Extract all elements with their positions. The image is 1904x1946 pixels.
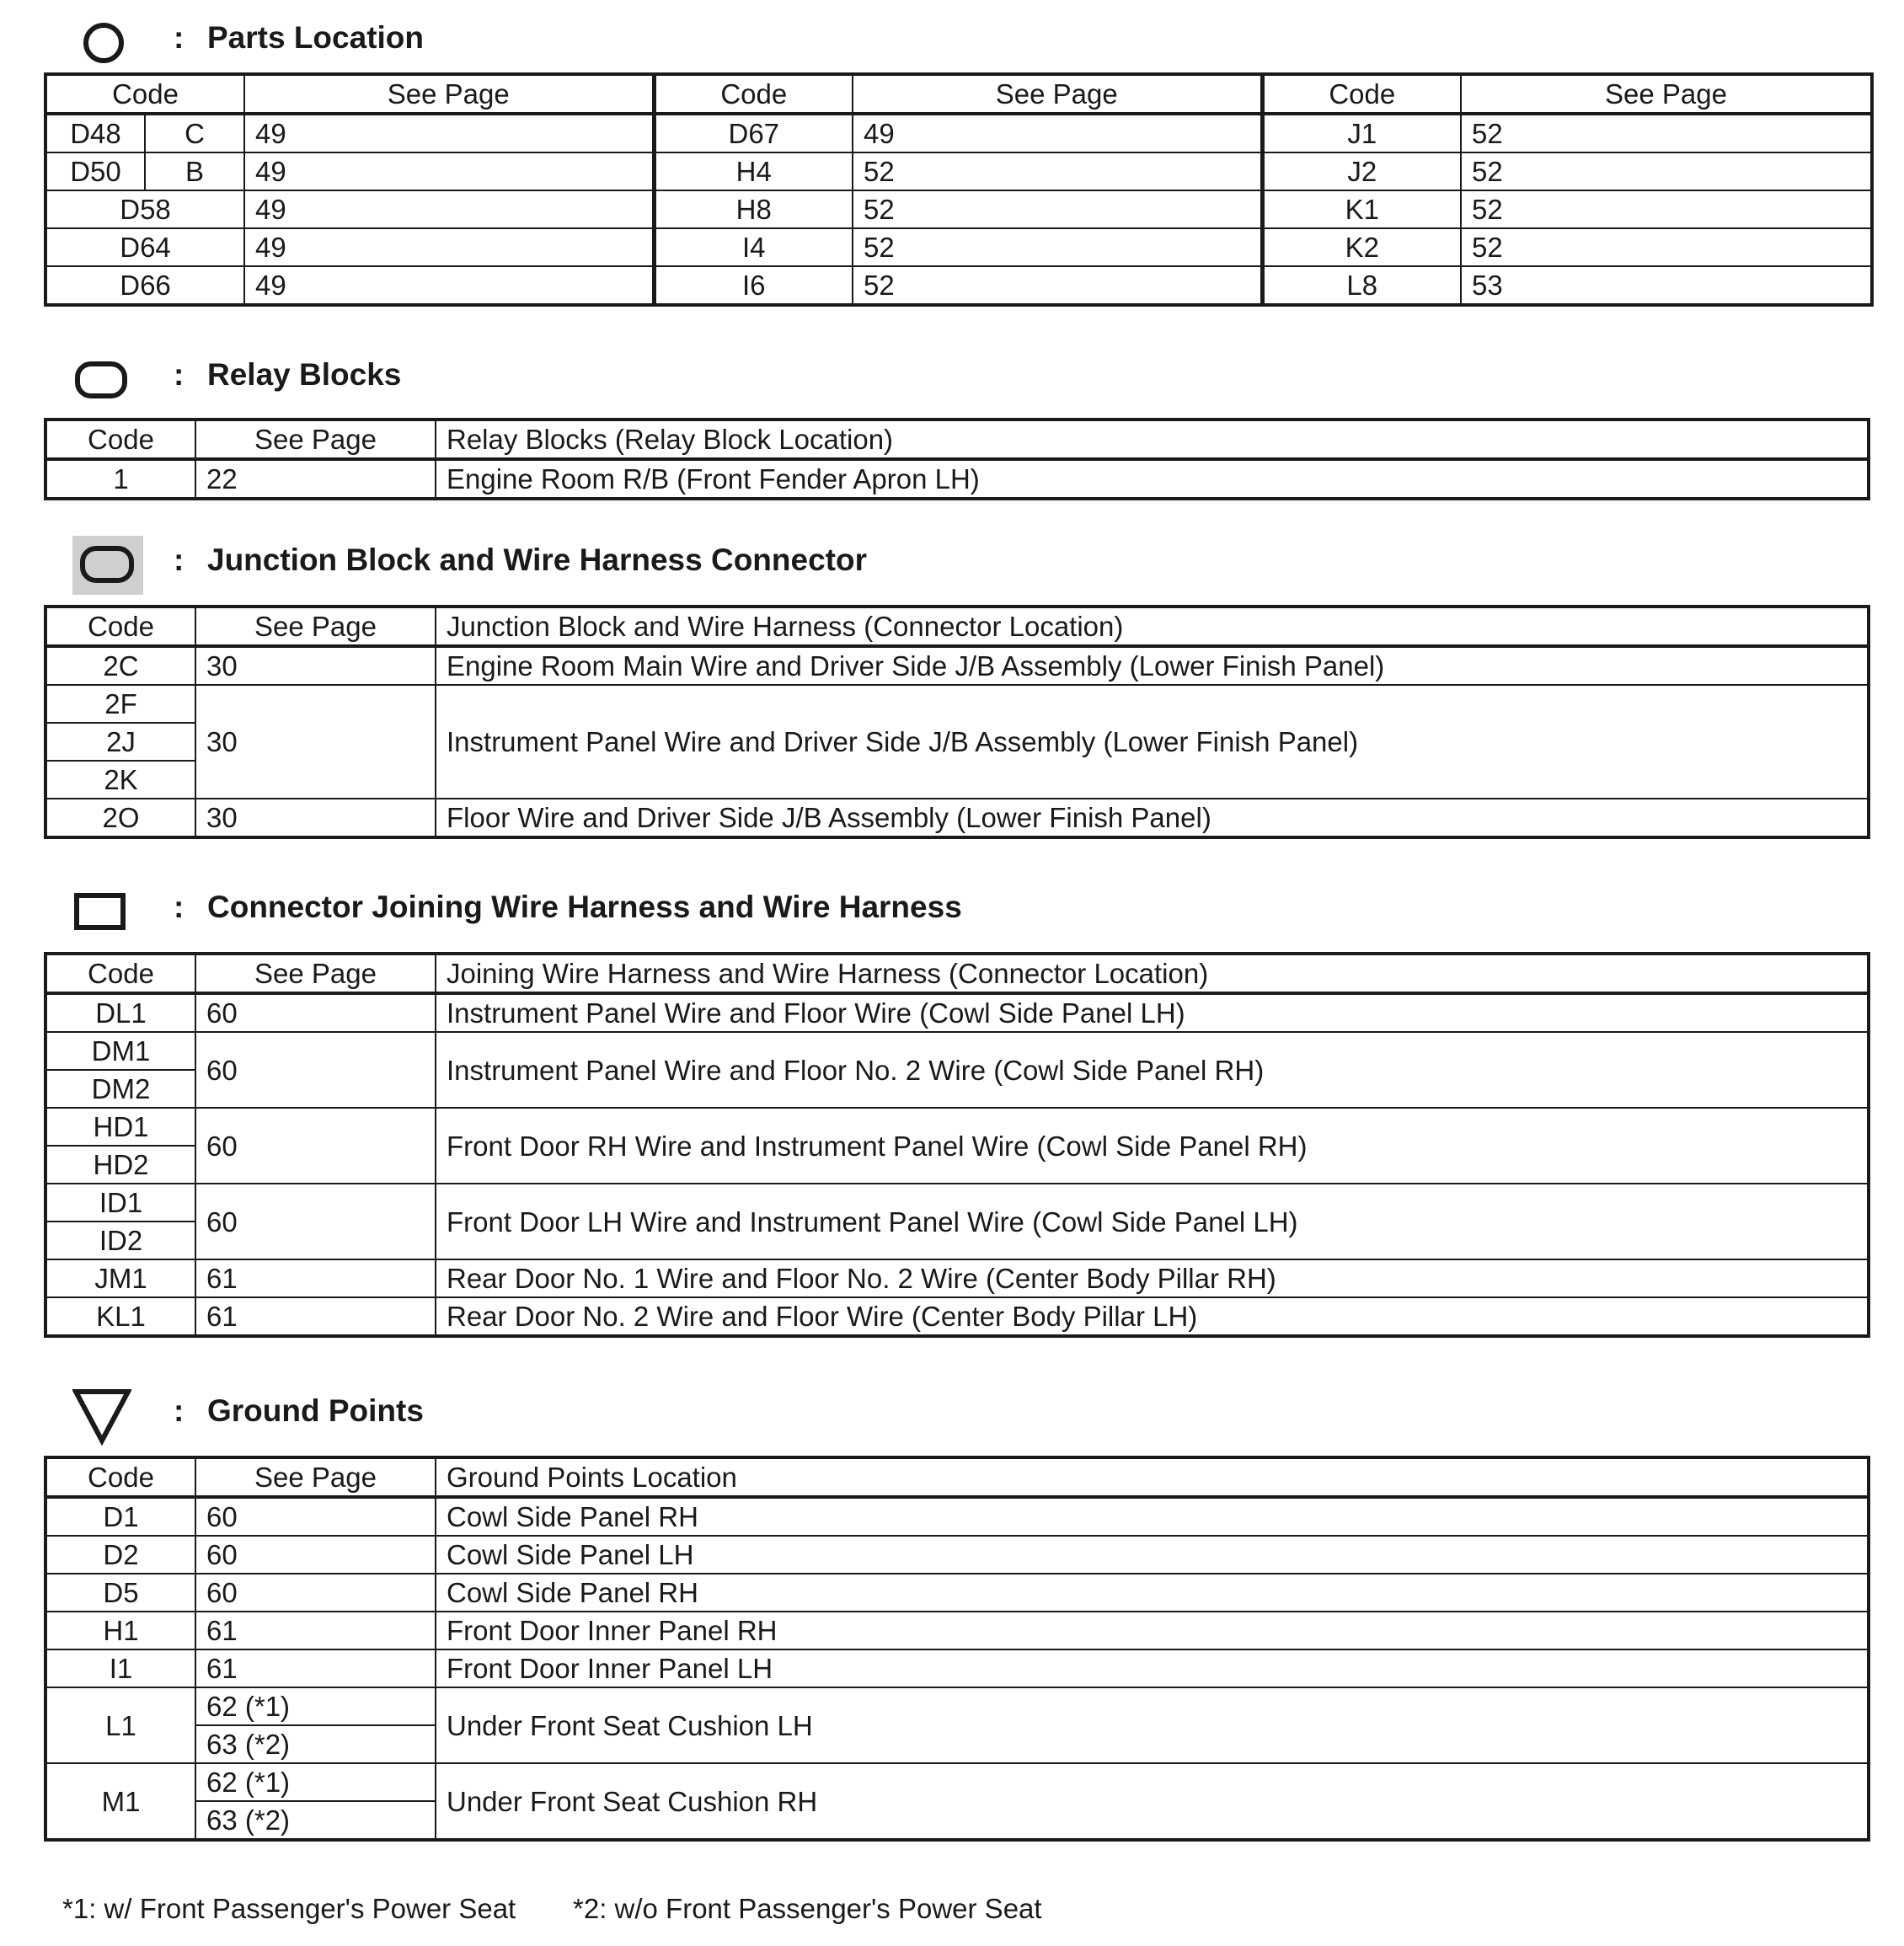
- column-header: See Page: [195, 420, 436, 459]
- footnote-2: *2: w/o Front Passenger's Power Seat: [573, 1893, 1042, 1924]
- ground-location: Front Door Inner Panel RH: [436, 1612, 1869, 1649]
- table-header-row: [45, 954, 1869, 993]
- junction-description: Engine Room Main Wire and Driver Side J/B Assembly (Lower Finish Panel): [436, 646, 1869, 685]
- ground-location: Under Front Seat Cushion RH: [436, 1763, 1869, 1840]
- part-page: 52: [1461, 152, 1872, 190]
- ground-code: D2: [45, 1536, 195, 1574]
- rounded-rect-icon: [72, 350, 148, 409]
- joining-page: 60: [195, 1184, 436, 1259]
- square-icon: [72, 883, 148, 942]
- table-row: [45, 993, 1869, 1032]
- part-page: 49: [244, 190, 654, 228]
- part-page: 52: [1461, 228, 1872, 266]
- ground-page: 62 (*1): [195, 1763, 436, 1801]
- part-code: K1: [1262, 190, 1461, 228]
- circle-icon: [72, 13, 148, 72]
- junction-code: 2K: [45, 761, 195, 799]
- ground-code: M1: [45, 1763, 195, 1840]
- ground-location: Cowl Side Panel LH: [436, 1536, 1869, 1574]
- part-code: J1: [1262, 114, 1461, 152]
- section-title: Connector Joining Wire Harness and Wire Harness: [207, 890, 962, 924]
- junction-description: Instrument Panel Wire and Driver Side J/B Assembly (Lower Finish Panel): [436, 685, 1869, 799]
- heading-colon: :: [174, 357, 185, 392]
- joining-code: ID2: [45, 1222, 195, 1259]
- part-page: 53: [1461, 266, 1872, 305]
- heading-colon: :: [174, 20, 185, 55]
- joining-description: Instrument Panel Wire and Floor No. 2 Wire (Cowl Side Panel RH): [436, 1032, 1869, 1108]
- table-row: [45, 1497, 1869, 1536]
- joining-connector-heading: [72, 883, 1867, 942]
- table-row: [45, 1297, 1869, 1336]
- column-header: See Page: [853, 74, 1262, 114]
- table-row: [45, 1574, 1869, 1612]
- relay-blocks-table: [44, 418, 1870, 500]
- junction-code: 2C: [45, 646, 195, 685]
- joining-connector-table: [44, 952, 1870, 1338]
- ground-code: I1: [45, 1649, 195, 1687]
- table-row: [45, 114, 1872, 152]
- ground-page: 60: [195, 1536, 436, 1574]
- ground-code: D5: [45, 1574, 195, 1612]
- section-title: Parts Location: [207, 20, 424, 55]
- junction-code: 2F: [45, 685, 195, 723]
- ground-code: D1: [45, 1497, 195, 1536]
- table-row: [45, 152, 1872, 190]
- joining-page: 60: [195, 1108, 436, 1184]
- column-header: Code: [654, 74, 853, 114]
- part-subcode: B: [145, 152, 244, 190]
- part-page: 52: [853, 266, 1262, 305]
- joining-code: ID1: [45, 1184, 195, 1222]
- section-title: Junction Block and Wire Harness Connector: [207, 543, 867, 577]
- column-header: See Page: [195, 1457, 436, 1497]
- table-row: [45, 1184, 1869, 1222]
- part-code: J2: [1262, 152, 1461, 190]
- table-row: [45, 1259, 1869, 1297]
- junction-block-table: [44, 605, 1870, 839]
- part-code: K2: [1262, 228, 1461, 266]
- part-code: D66: [45, 266, 244, 305]
- joining-page: 61: [195, 1297, 436, 1336]
- junction-page: 30: [195, 799, 436, 837]
- joining-code: HD1: [45, 1108, 195, 1146]
- ground-code: L1: [45, 1687, 195, 1763]
- relay-blocks-heading: [72, 350, 1867, 409]
- part-page: 49: [244, 266, 654, 305]
- ground-page: 60: [195, 1574, 436, 1612]
- table-row: [45, 1612, 1869, 1649]
- table-row: [45, 266, 1872, 305]
- part-code: D50: [45, 152, 145, 190]
- ground-points-table: [44, 1456, 1870, 1842]
- table-header-row: [45, 607, 1869, 646]
- part-code: D64: [45, 228, 244, 266]
- column-header: Code: [45, 607, 195, 646]
- ground-code: H1: [45, 1612, 195, 1649]
- heading-colon: :: [174, 543, 185, 577]
- table-header-row: [45, 420, 1869, 459]
- joining-page: 60: [195, 1032, 436, 1108]
- part-code: D48: [45, 114, 145, 152]
- junction-description: Floor Wire and Driver Side J/B Assembly (Lower Finish Panel): [436, 799, 1869, 837]
- junction-page: 30: [195, 646, 436, 685]
- junction-code: 2O: [45, 799, 195, 837]
- ground-page: 62 (*1): [195, 1687, 436, 1725]
- joining-description: Rear Door No. 2 Wire and Floor Wire (Center Body Pillar LH): [436, 1297, 1869, 1336]
- part-page: 49: [244, 114, 654, 152]
- table-row: [45, 1032, 1869, 1070]
- table-row: [45, 228, 1872, 266]
- column-header: Ground Points Location: [436, 1457, 1869, 1497]
- table-row: [45, 1687, 1869, 1725]
- joining-description: Rear Door No. 1 Wire and Floor No. 2 Wire (Center Body Pillar RH): [436, 1259, 1869, 1297]
- part-code: D67: [654, 114, 853, 152]
- part-code: D58: [45, 190, 244, 228]
- junction-code: 2J: [45, 723, 195, 761]
- joining-description: Front Door RH Wire and Instrument Panel Wire (Cowl Side Panel RH): [436, 1108, 1869, 1184]
- relay-page: 22: [195, 459, 436, 499]
- part-page: 49: [244, 228, 654, 266]
- joining-page: 60: [195, 993, 436, 1032]
- ground-page: 63 (*2): [195, 1801, 436, 1840]
- joining-code: JM1: [45, 1259, 195, 1297]
- part-code: L8: [1262, 266, 1461, 305]
- ground-location: Front Door Inner Panel LH: [436, 1649, 1869, 1687]
- junction-page: 30: [195, 685, 436, 799]
- relay-code: 1: [45, 459, 195, 499]
- column-header: Relay Blocks (Relay Block Location): [436, 420, 1869, 459]
- parts-location-table: [44, 72, 1874, 307]
- part-code: I4: [654, 228, 853, 266]
- joining-code: DL1: [45, 993, 195, 1032]
- column-header: Code: [45, 954, 195, 993]
- table-row: [45, 799, 1869, 837]
- part-page: 52: [853, 190, 1262, 228]
- ground-location: Under Front Seat Cushion LH: [436, 1687, 1869, 1763]
- column-header: See Page: [195, 954, 436, 993]
- column-header: See Page: [1461, 74, 1872, 114]
- ground-points-heading: [72, 1387, 1867, 1446]
- part-page: 52: [1461, 190, 1872, 228]
- part-code: H4: [654, 152, 853, 190]
- joining-page: 61: [195, 1259, 436, 1297]
- part-subcode: C: [145, 114, 244, 152]
- joining-code: HD2: [45, 1146, 195, 1184]
- table-row: [45, 646, 1869, 685]
- part-page: 52: [853, 152, 1262, 190]
- ground-page: 61: [195, 1612, 436, 1649]
- part-code: H8: [654, 190, 853, 228]
- table-row: [45, 190, 1872, 228]
- table-row: [45, 1649, 1869, 1687]
- table-row: [45, 1763, 1869, 1801]
- section-title: Relay Blocks: [207, 357, 402, 392]
- ground-triangle-icon: [72, 1387, 148, 1446]
- part-page: 52: [1461, 114, 1872, 152]
- joining-code: DM2: [45, 1070, 195, 1108]
- ground-page: 61: [195, 1649, 436, 1687]
- part-page: 52: [853, 228, 1262, 266]
- heading-colon: :: [174, 890, 185, 924]
- column-header: See Page: [244, 74, 654, 114]
- junction-block-heading: [72, 536, 1867, 595]
- column-header: See Page: [195, 607, 436, 646]
- relay-description: Engine Room R/B (Front Fender Apron LH): [436, 459, 1869, 499]
- joining-description: Front Door LH Wire and Instrument Panel Wire (Cowl Side Panel LH): [436, 1184, 1869, 1259]
- table-row: [45, 685, 1869, 723]
- ground-page: 60: [195, 1497, 436, 1536]
- part-code: I6: [654, 266, 853, 305]
- joining-code: KL1: [45, 1297, 195, 1336]
- table-row: [45, 1108, 1869, 1146]
- heading-colon: :: [174, 1393, 185, 1428]
- parts-location-heading: [72, 13, 1867, 72]
- column-header: Code: [1262, 74, 1461, 114]
- table-header-row: [45, 74, 1872, 114]
- section-title: Ground Points: [207, 1393, 424, 1428]
- table-header-row: [45, 1457, 1869, 1497]
- table-row: [45, 1536, 1869, 1574]
- joining-code: DM1: [45, 1032, 195, 1070]
- joining-description: Instrument Panel Wire and Floor Wire (Cowl Side Panel LH): [436, 993, 1869, 1032]
- column-header: Junction Block and Wire Harness (Connector Location): [436, 607, 1869, 646]
- part-page: 49: [853, 114, 1262, 152]
- column-header: Code: [45, 1457, 195, 1497]
- column-header: Code: [45, 420, 195, 459]
- ground-location: Cowl Side Panel RH: [436, 1574, 1869, 1612]
- part-page: 49: [244, 152, 654, 190]
- column-header: Code: [45, 74, 244, 114]
- ground-location: Cowl Side Panel RH: [436, 1497, 1869, 1536]
- footnote-1: *1: w/ Front Passenger's Power Seat: [62, 1893, 516, 1924]
- column-header: Joining Wire Harness and Wire Harness (Connector Location): [436, 954, 1869, 993]
- table-row: [45, 459, 1869, 499]
- shaded-rounded-rect-icon: [72, 536, 148, 595]
- ground-page: 63 (*2): [195, 1725, 436, 1763]
